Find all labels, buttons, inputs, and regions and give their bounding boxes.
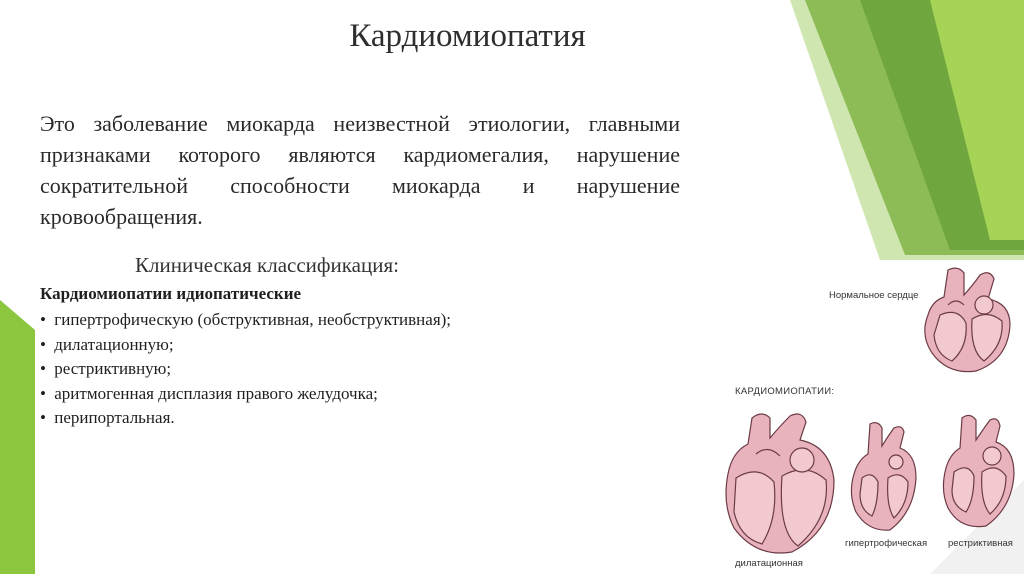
slide-title: Кардиомиопатия — [349, 18, 586, 54]
list-item — [40, 357, 451, 382]
list-item-text: дилатационную; — [54, 334, 174, 354]
list-item — [40, 382, 451, 407]
hypertrophic-heart-image — [848, 420, 920, 535]
list-item — [40, 333, 451, 358]
cardiomyopathies-label: КАРДИОМИОПАТИИ: — [735, 386, 835, 397]
bullet: • — [40, 334, 46, 354]
intro-paragraph: Это заболевание миокарда неизвестной этиологии, главными признаками которого являются кардиомегалия, нарушение сократительной способности миокарда и нарушение кровообращения. — [40, 111, 680, 229]
bullet: • — [40, 408, 46, 427]
dilated-heart-image — [722, 408, 842, 558]
normal-heart-image — [918, 265, 1018, 375]
bullet: • — [40, 310, 46, 329]
group-title: Кардиомиопатии идиопатические — [40, 284, 302, 303]
list-item-text: аритмогенная дисплазия правого желудочка; — [54, 383, 378, 403]
dilated-label: дилатационная — [735, 558, 803, 569]
restrictive-heart-image — [938, 412, 1018, 532]
classification-heading: Клиническая классификация: — [135, 253, 399, 277]
list-item — [40, 308, 451, 333]
hypertrophic-label: гипертрофическая — [845, 538, 928, 549]
list-item — [40, 406, 451, 431]
restrictive-label: рестриктивная — [948, 538, 1013, 549]
list-item-text: рестриктивную; — [54, 359, 172, 378]
list-item-text: перипортальная. — [54, 408, 175, 427]
list-item-text: гипертрофическую (обструктивная, необструктивная); — [54, 310, 452, 329]
classification-list — [40, 308, 451, 431]
bullet: • — [40, 359, 46, 378]
normal-heart-label: Нормальное сердце — [829, 290, 919, 301]
bullet: • — [40, 383, 46, 403]
